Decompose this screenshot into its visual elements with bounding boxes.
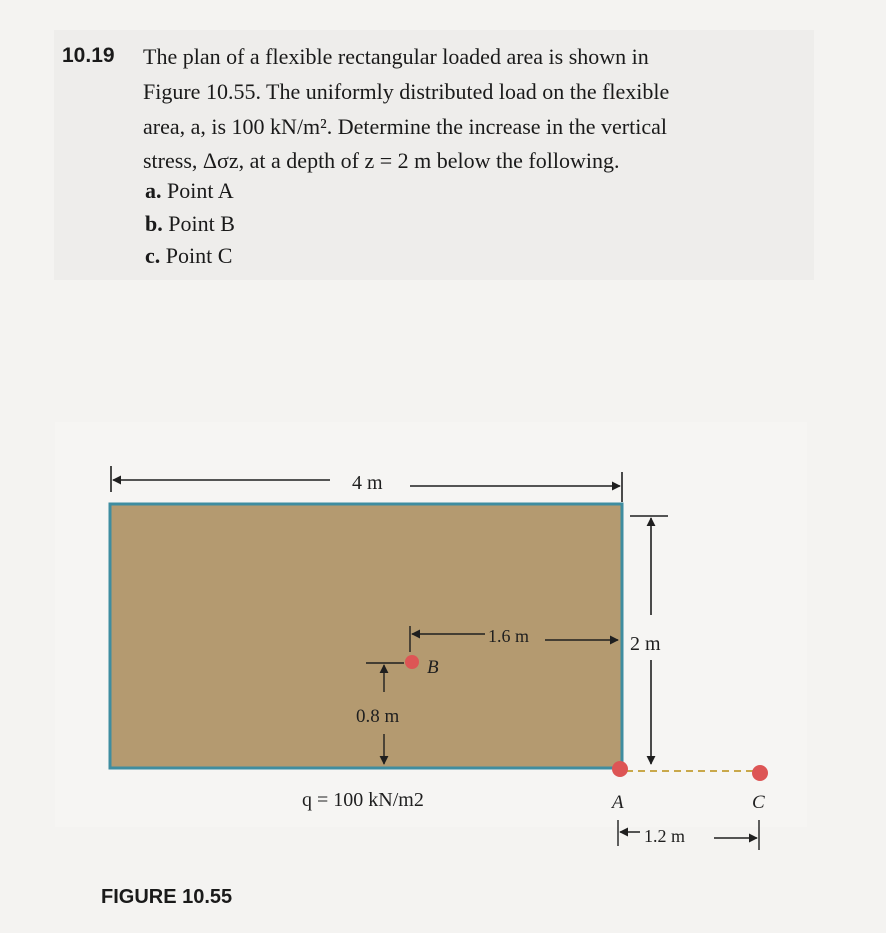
point-a-label: A bbox=[612, 792, 624, 813]
item-b-letter: b. bbox=[145, 211, 163, 236]
point-a-marker bbox=[612, 761, 628, 777]
point-b-label: B bbox=[427, 657, 439, 678]
problem-line-1: The plan of a flexible rectangular loaded area is shown in bbox=[143, 44, 649, 69]
item-a-text: Point A bbox=[167, 178, 234, 203]
problem-line-3: area, a, is 100 kN/m². Determine the increase in the vertical bbox=[143, 114, 667, 139]
loaded-area bbox=[110, 504, 622, 768]
dim-2m-label: 2 m bbox=[630, 633, 661, 655]
dim-0-8m-label: 0.8 m bbox=[356, 706, 400, 727]
problem-line-2: Figure 10.55. The uniformly distributed load on the flexible bbox=[143, 79, 670, 104]
dim-4m-label: 4 m bbox=[352, 472, 383, 494]
problem-line-4: stress, Δσz, at a depth of z = 2 m below the following. bbox=[143, 148, 620, 173]
point-c-label: C bbox=[752, 792, 765, 813]
problem-number: 10.19 bbox=[62, 44, 115, 67]
point-c-marker bbox=[752, 765, 768, 781]
load-label: q = 100 kN/m2 bbox=[302, 789, 424, 811]
item-b-text: Point B bbox=[168, 211, 235, 236]
figure-caption: FIGURE 10.55 bbox=[101, 886, 233, 908]
item-c-text: Point C bbox=[165, 243, 233, 268]
dim-1-6m-label: 1.6 m bbox=[488, 626, 530, 646]
point-b-marker bbox=[405, 655, 419, 669]
item-c-letter: c. bbox=[145, 243, 161, 268]
dim-1-2m-label: 1.2 m bbox=[644, 826, 686, 846]
item-a-letter: a. bbox=[145, 178, 162, 203]
